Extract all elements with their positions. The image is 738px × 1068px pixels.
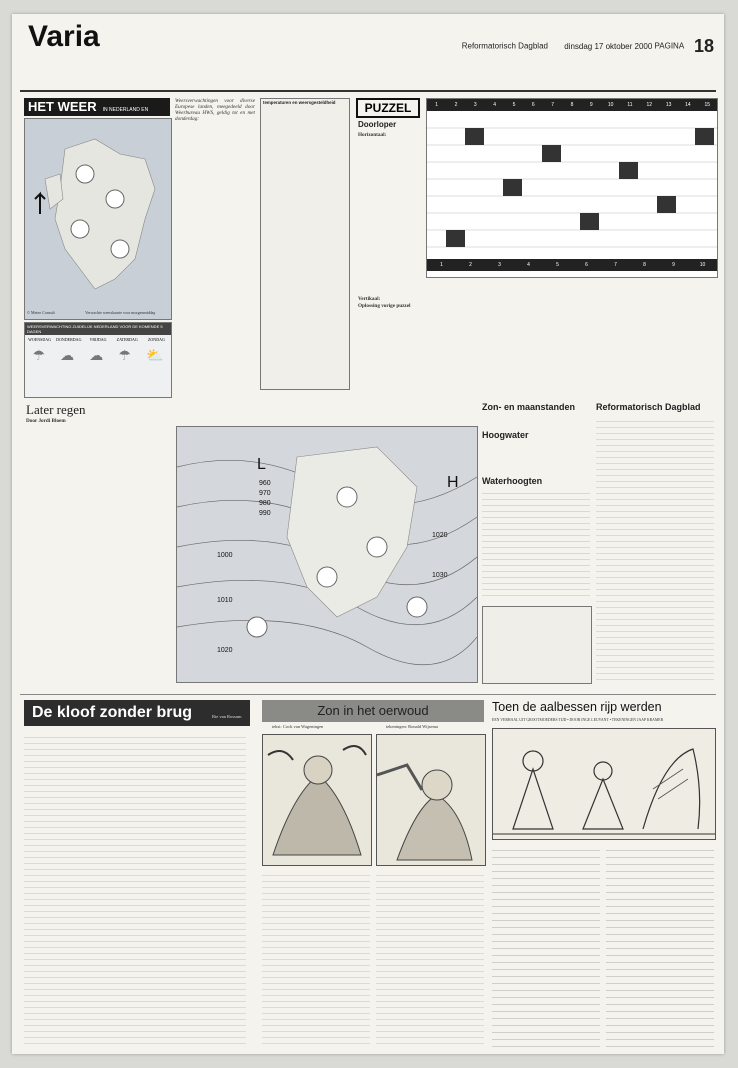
isobar-map-graphic xyxy=(177,427,477,682)
kloof-author: Rie van Rossum xyxy=(212,714,242,719)
cloud-rain-icon: ☂ xyxy=(118,349,131,364)
verticaal-label: Vertikaal: xyxy=(358,296,381,302)
row-number: 10 xyxy=(699,262,706,268)
oplossing-label: Oplossing vorige puzzel xyxy=(358,303,411,310)
column-number: 6 xyxy=(531,102,535,108)
weather-banner-title: HET WEER xyxy=(28,99,97,114)
comic-illustration xyxy=(377,735,485,865)
temperature-table-title: temperaturen en weersgesteldheid xyxy=(263,100,336,105)
page-number: 18 xyxy=(693,36,714,56)
header-rule xyxy=(20,90,716,92)
column-number: 9 xyxy=(589,102,593,108)
zon-oerwoud-credit-right: tekeningen: Ronald Wijsema xyxy=(386,724,438,729)
sun-cloud-icon: ⛅ xyxy=(145,349,164,364)
section-title: Varia xyxy=(28,20,100,53)
column-number: 15 xyxy=(704,102,711,108)
cloud-rain-icon: ☂ xyxy=(32,349,46,364)
page-label: PAGINA xyxy=(654,41,684,51)
forecast-day: DONDERDAG xyxy=(56,337,82,342)
comic-illustration xyxy=(263,735,371,865)
newspaper-name: Reformatorisch Dagblad xyxy=(461,41,548,51)
column-number: 5 xyxy=(512,102,516,108)
column-number: 1 xyxy=(435,102,439,108)
hoogwater-title: Hoogwater xyxy=(482,430,529,440)
temperature-table xyxy=(260,98,350,390)
pressure-map xyxy=(176,426,478,683)
row-number: 8 xyxy=(643,262,646,268)
pressure-label: 980 xyxy=(259,500,271,507)
forecast-day: ZATERDAG xyxy=(116,337,138,342)
weather-banner-sub: IN NEDERLAND EN xyxy=(102,107,149,113)
aalbessen-text-1 xyxy=(492,844,600,1048)
weather-intro: Weersverwachtingen voor diverse Europese landen, meegedeeld door Weerbureau HWS, geldig tot en met donderdag: xyxy=(175,98,255,123)
five-day-forecast xyxy=(24,322,172,398)
puzzle-clues-vertical xyxy=(358,296,422,386)
section-divider xyxy=(20,694,716,695)
waterhoogten-title: Waterhoogten xyxy=(482,476,543,486)
column-number: 11 xyxy=(627,102,633,108)
crossword-grid[interactable] xyxy=(426,98,718,278)
map-credit: © Meteo Consult xyxy=(27,310,55,315)
row-number: 4 xyxy=(527,262,530,268)
column-number: 4 xyxy=(493,102,497,108)
aalbessen-drawing xyxy=(493,729,715,839)
puzzle-clues-horizontal xyxy=(358,132,422,292)
colofon-title: Reformatorisch Dagblad xyxy=(596,402,701,412)
page-header-info xyxy=(462,36,714,57)
comic-panel-1 xyxy=(262,734,372,866)
forecast-icons xyxy=(25,348,171,365)
comic-panel-2 xyxy=(376,734,486,866)
pressure-label: L xyxy=(257,456,266,473)
column-number: 7 xyxy=(551,102,555,108)
horizontaal-label: Horizontaal: xyxy=(358,132,387,138)
later-regen-title: Later regen xyxy=(26,402,86,417)
aalbessen-text-2 xyxy=(606,844,714,1048)
row-number: 2 xyxy=(469,262,472,268)
pressure-label: 1020 xyxy=(217,647,233,654)
kloof-banner xyxy=(24,700,250,726)
row-number: 6 xyxy=(585,262,588,268)
pressure-label: 960 xyxy=(259,480,271,487)
cloud-icon: ☁ xyxy=(60,349,75,364)
column-number: 8 xyxy=(570,102,574,108)
puzzle-title: PUZZEL xyxy=(356,98,420,118)
later-regen-byline: Door Jordi Bloem xyxy=(26,418,66,424)
column-number: 12 xyxy=(646,102,653,108)
forecast-days xyxy=(25,335,171,342)
column-number: 10 xyxy=(607,102,614,108)
date: dinsdag 17 oktober 2000 xyxy=(564,41,653,51)
cloud-icon: ☁ xyxy=(89,349,104,364)
zon-maan-title: Zon- en maanstanden xyxy=(482,402,576,412)
zon-oerwoud-title: Zon in het oerwoud xyxy=(317,703,429,718)
zon-oerwoud-credit-left: tekst: Cock van Wageningen xyxy=(272,724,324,729)
waterhoogten-text xyxy=(482,488,590,596)
forecast-title: WEERSVERWACHTING ZUIDELIJK NEDERLAND VOOR DE KOMENDE 5 DAGEN xyxy=(25,323,171,335)
row-number: 9 xyxy=(672,262,675,268)
forecast-day: VRIJDAG xyxy=(89,337,107,342)
pressure-label: 990 xyxy=(259,510,271,517)
grid-column-numbers xyxy=(427,99,717,111)
forecast-day: ZONDAG xyxy=(147,337,165,342)
column-number: 3 xyxy=(473,102,477,108)
zon-oerwoud-banner xyxy=(262,700,484,722)
row-number: 7 xyxy=(614,262,617,268)
zon-oerwoud-text-1 xyxy=(262,870,370,1048)
forecast-day: WOENSDAG xyxy=(28,337,52,342)
pressure-label: 1010 xyxy=(217,597,233,604)
row-number: 1 xyxy=(440,262,443,268)
solution-row-numbers xyxy=(427,259,717,271)
kloof-story-text xyxy=(24,732,246,1048)
europe-map-graphic xyxy=(25,119,171,319)
aalbessen-title: Toen de aalbessen rijp werden xyxy=(492,700,662,714)
pressure-label: 1020 xyxy=(432,532,448,539)
europe-weather-map xyxy=(24,118,172,320)
colofon-text xyxy=(596,416,714,682)
column-number: 2 xyxy=(454,102,458,108)
pressure-label: 1000 xyxy=(217,552,233,559)
pressure-label: 1030 xyxy=(432,572,448,579)
crossword-grid-graphic xyxy=(427,99,717,277)
weather-europe-text xyxy=(175,98,255,388)
pressure-label: 970 xyxy=(259,490,271,497)
pressure-label: H xyxy=(447,474,459,491)
newspaper-page xyxy=(12,14,724,1054)
row-number: 5 xyxy=(556,262,559,268)
row-number: 3 xyxy=(498,262,501,268)
map-caption: Verwachte weerskaarte voor morgenmiddag xyxy=(85,310,156,315)
column-number: 14 xyxy=(685,102,691,108)
aalbessen-subtitle: EEN VERHAAL UIT GROOTMOEDERS TIJD • DOOR INGE LEUVANT • TEKENINGEN JAAP KRAMER xyxy=(492,718,664,722)
kloof-title: De kloof zonder brug xyxy=(32,704,192,721)
weather-banner xyxy=(24,98,170,116)
column-number: 13 xyxy=(665,102,672,108)
aalbessen-illustration xyxy=(492,728,716,840)
weather-legend xyxy=(482,606,592,684)
puzzle-subtitle: Doorloper xyxy=(358,120,397,129)
zon-oerwoud-text-2 xyxy=(376,870,484,1048)
